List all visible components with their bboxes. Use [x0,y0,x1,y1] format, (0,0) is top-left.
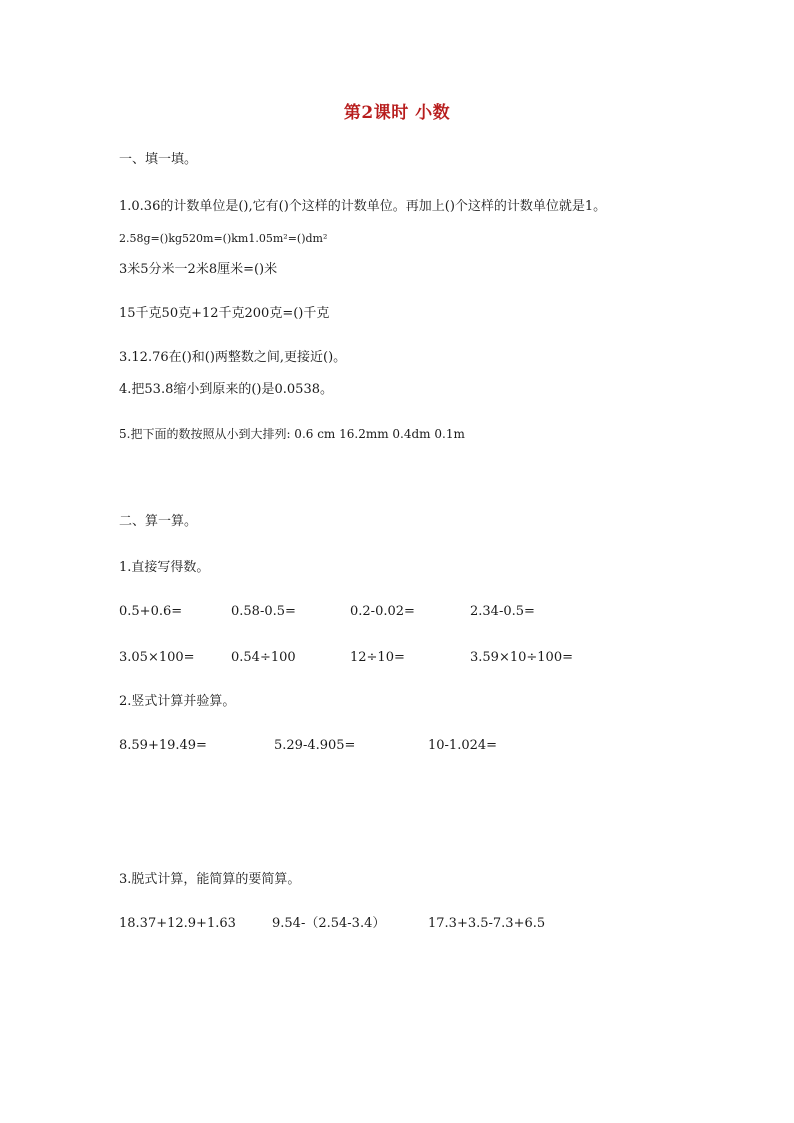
mental-math-item: 0.5+0.6= [119,604,183,619]
mental-math-item: 0.58-0.5= [231,604,296,619]
mental-math-item: 3.05×100= [119,650,195,665]
sub1-label: 1.直接写得数。 [119,560,210,575]
mental-math-item: 0.2-0.02= [350,604,415,619]
question-1: 1.0.36的计数单位是(),它有()个这样的计数单位。再加上()个这样的计数单位就是1。 [119,199,607,214]
question-3: 3.12.76在()和()两整数之间,更接近()。 [119,350,347,365]
vertical-calc-item: 10-1.024= [428,738,498,753]
question-2c: 15千克50克+12千克200克=()千克 [119,306,330,321]
question-5: 5.把下面的数按照从小到大排列: 0.6 cm 16.2mm 0.4dm 0.1m [119,427,465,441]
vertical-calc-item: 8.59+19.49= [119,738,207,753]
mental-math-item: 0.54÷100 [231,650,296,665]
section2-heading: 二、算一算。 [119,514,198,529]
stepwise-calc-item: 17.3+3.5-7.3+6.5 [428,916,546,931]
mental-math-item: 3.59×10÷100= [470,650,573,665]
mental-math-item: 2.34-0.5= [470,604,535,619]
stepwise-calc-item: 18.37+12.9+1.63 [119,916,236,931]
question-2b: 3米5分米一2米8厘米=()米 [119,262,278,277]
page-title: 第2课时 小数 [343,103,451,123]
section1-heading: 一、填一填。 [119,152,198,167]
sub2-label: 2.竖式计算并验算。 [119,694,236,709]
sub3-label: 3.脱式计算，能简算的要简算。 [119,872,301,887]
question-2: 2.58g=()kg520m=()km1.05m²=()dm² [119,232,328,245]
question-4: 4.把53.8缩小到原来的()是0.0538。 [119,382,333,397]
stepwise-calc-item: 9.54-（2.54-3.4） [272,916,386,931]
mental-math-item: 12÷10= [350,650,405,665]
vertical-calc-item: 5.29-4.905= [274,738,356,753]
